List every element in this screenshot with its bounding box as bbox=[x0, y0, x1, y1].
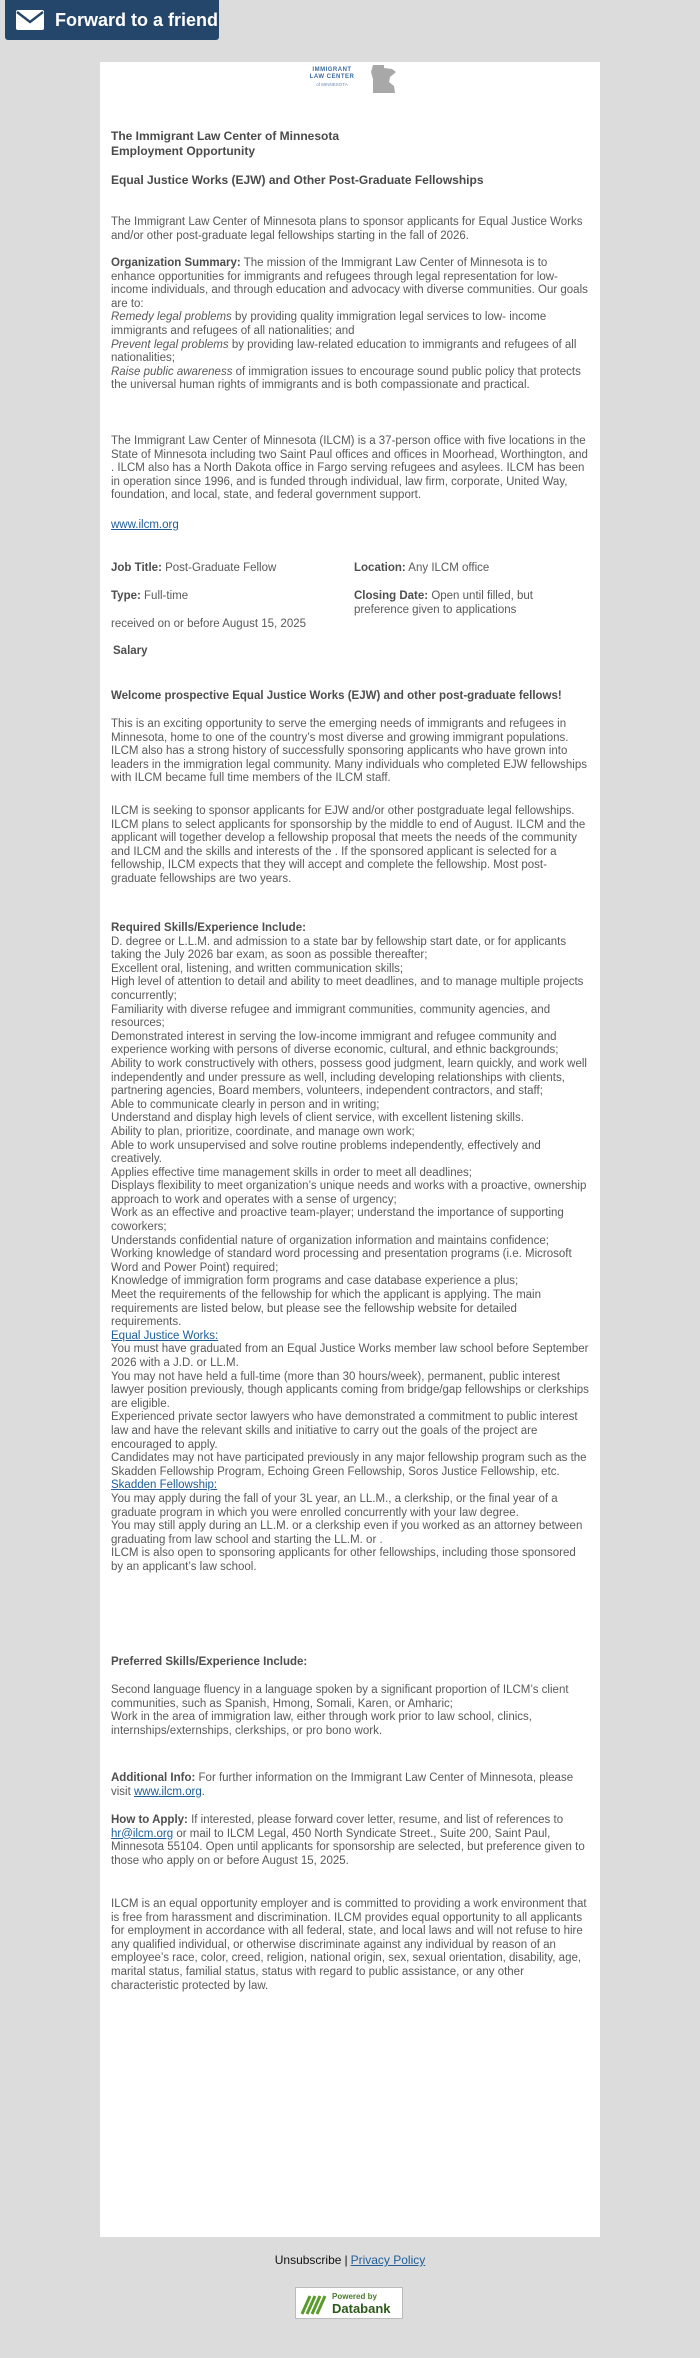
forward-label: Forward to a friend bbox=[55, 9, 219, 30]
closing-continued: received on or before August 15, 2025 bbox=[111, 618, 307, 630]
list-item: ILCM is also open to sponsoring applicants for other fellowships, including those sponsored by an applicant’s law school. bbox=[111, 1547, 576, 1573]
list-item: Work in the area of immigration law, either through work prior to law school, clinics, internships/externships, clerkships, or pro bono work. bbox=[111, 1711, 532, 1737]
list-item: Applies effective time management skills in order to meet all deadlines; bbox=[111, 1166, 472, 1179]
list-item: Understand and display high levels of client service, with excellent listening skills. bbox=[111, 1112, 524, 1125]
salary-label: Salary bbox=[113, 645, 148, 657]
closing-label: Closing Date: bbox=[354, 590, 429, 602]
minnesota-map-icon bbox=[370, 64, 398, 94]
list-item: Candidates may not have participated previously in any major fellowship program such as the Skadden Fellowship Program, Echoing Green Fellowship, Soros Justice Fellowship, etc. bbox=[111, 1452, 587, 1478]
goal-text: of immigration issues to encourage sound public policy that protects the universal human rights of immigrants and is both compassionate and practical. bbox=[111, 365, 581, 392]
required-heading: Required Skills/Experience Include: bbox=[111, 922, 306, 934]
job-title-label: Job Title: bbox=[111, 562, 162, 574]
databank-logo-icon bbox=[300, 2292, 328, 2316]
required-skills bbox=[111, 922, 589, 1575]
list-item: Familiarity with diverse refugee and immigrant communities, community agencies, and resources; bbox=[111, 1003, 551, 1030]
additional-info-text: For further information on the Immigrant Law Center of Minnesota, please visit bbox=[111, 1772, 574, 1798]
email-content-card bbox=[100, 62, 600, 2237]
logo-line-1: IMMIGRANT bbox=[312, 67, 352, 73]
location-value: Any ILCM office bbox=[405, 562, 490, 574]
list-item: Meet the requirements of the fellowship for which the applicant is applying. The main requirements are listed below, but please see the fellowship website for detailed requirements. bbox=[111, 1289, 541, 1329]
page-subtitle: Employment Opportunity bbox=[111, 144, 255, 158]
forward-to-friend-button[interactable] bbox=[5, 0, 219, 40]
preferred-skills bbox=[111, 1684, 589, 1738]
goal-lead: Remedy legal problems bbox=[111, 311, 232, 324]
job-row-1 bbox=[111, 562, 589, 576]
unsubscribe-link[interactable]: Unsubscribe bbox=[274, 2253, 342, 2267]
location-label: Location: bbox=[354, 562, 406, 574]
list-item: Work as an effective and proactive team-player; understand the importance of supporting coworkers; bbox=[111, 1207, 564, 1234]
powered-by-label: Powered by bbox=[332, 2292, 377, 2301]
logo-line-3: of MINNESOTA bbox=[316, 82, 348, 87]
hr-email-link[interactable]: hr@ilcm.org bbox=[111, 1827, 174, 1840]
envelope-icon bbox=[15, 9, 45, 31]
list-item: Ability to work constructively with others, possess good judgment, learn quickly, and work well independently and under pressure as well, including developing relationships with clients, partnering agencies, Board members, volunteers, independent contractors, and staff; bbox=[111, 1057, 587, 1098]
list-item: You may not have held a full-time (more than 30 hours/week), permanent, public interest lawyer position previously, though applicants coming from bridge/gap fellowships or clerkships are eligible. bbox=[111, 1370, 589, 1410]
list-item: Able to work unsupervised and solve routine problems independently, effectively and creatively. bbox=[111, 1139, 541, 1166]
preferred-heading: Preferred Skills/Experience Include: bbox=[111, 1656, 308, 1668]
how-to-apply bbox=[111, 1814, 589, 1868]
eeo-statement: ILCM is an equal opportunity employer and is committed to providing a work environment that is free from harassment and discrimination. ILCM provides equal opportunity to all applicants for employment in accordance with all federal, state, and local laws and will not refuse to hire any qualified individual, or otherwise discriminate against any individual by reason of an employee’s race, color, creed, religion, national origin, sex, sexual orientation, disability, age, marital status, familial status, status with regard to public assistance, or any other characteristic protected by law. bbox=[111, 1898, 587, 1992]
footer-links bbox=[0, 2253, 700, 2267]
job-row-2 bbox=[111, 590, 589, 616]
closing-value: Open until filled, but preference given to applications bbox=[354, 590, 533, 616]
list-item: Working knowledge of standard word processing and presentation programs (i.e. Microsoft Word and Power Point) required; bbox=[111, 1248, 572, 1274]
website-link[interactable]: www.ilcm.org bbox=[111, 519, 179, 531]
how-to-apply-rest: or mail to ILCM Legal, 450 North Syndicate Street., Suite 200, Saint Paul, Minnesota 55104. Open until applicants for sponsorship are selected, but preference given to those who apply on or before August 15, 2025. bbox=[111, 1827, 585, 1867]
goal-lead: Prevent legal problems bbox=[111, 338, 229, 351]
org-name: The Immigrant Law Center of Minnesota bbox=[111, 129, 340, 143]
type-value: Full-time bbox=[140, 590, 189, 602]
footer-separator: | bbox=[344, 2253, 348, 2267]
powered-by-databank-badge[interactable] bbox=[295, 2287, 403, 2319]
org-summary-text: The mission of the Immigrant Law Center of Minnesota is to enhance opportunities for immigrants and refugees through legal representation for low-income individuals, and through education and advocacy with diverse communities. Our goals are to: bbox=[111, 257, 588, 310]
list-item: Experienced private sector lawyers who have demonstrated a commitment to public interest law and have the relevant skills and initiative to carry out the goals of the project are encouraged to apply. bbox=[111, 1411, 578, 1451]
goal-text: by providing quality immigration legal services to low- income immigrants and refugees of all nationalities; and bbox=[111, 311, 547, 337]
databank-label: Databank bbox=[332, 2301, 391, 2316]
how-to-apply-label: How to Apply: bbox=[111, 1814, 188, 1826]
type-label: Type: bbox=[111, 590, 141, 602]
list-item: Demonstrated interest in serving the low-income immigrant and refugee community and experience working with persons of diverse economic, cultural, and ethnic backgrounds; bbox=[111, 1030, 559, 1057]
goal-lead: Raise public awareness bbox=[111, 365, 233, 378]
list-item: Excellent oral, listening, and written communication skills; bbox=[111, 962, 404, 975]
list-item: Understands confidential nature of organization information and maintains confidence; bbox=[111, 1234, 549, 1247]
privacy-policy-link[interactable]: Privacy Policy bbox=[350, 2253, 426, 2267]
additional-info-end: . bbox=[201, 1785, 205, 1798]
list-item: Able to communicate clearly in person and in writing; bbox=[111, 1098, 380, 1111]
list-item: D. degree or L.L.M. and admission to a state bar by fellowship start date, or for applicants taking the July 2026 bar exam, as soon as possible thereafter; bbox=[111, 935, 567, 962]
additional-info-link[interactable]: www.ilcm.org bbox=[134, 1785, 202, 1798]
additional-info bbox=[111, 1772, 589, 1799]
goal-text: by providing law-related education to immigrants and refugees of all nationalities; bbox=[111, 338, 577, 365]
logo-line-2: LAW CENTER bbox=[309, 74, 355, 80]
equal-justice-works-link[interactable]: Equal Justice Works: bbox=[111, 1329, 219, 1342]
org-summary bbox=[111, 257, 589, 393]
welcome-paragraph-2: ILCM is seeking to sponsor applicants for EJW and/or other postgraduate legal fellowships. ILCM plans to select applicants for sponsorship by the middle to end of August. ILCM and the applicant will together develop a fellowship proposal that meets the needs of the community and ILCM and the skills and interests of the . If the sponsored applicant is selected for a fellowship, ILCM expects that they will accept and complete the fellowship. Most post-graduate fellowships are two years. bbox=[111, 805, 586, 885]
list-item: High level of attention to detail and ability to meet deadlines, and to manage multiple projects concurrently; bbox=[111, 976, 584, 1002]
job-title-value: Post-Graduate Fellow bbox=[161, 562, 277, 574]
list-item: You must have graduated from an Equal Justice Works member law school before September 2026 with a J.D. or LL.M. bbox=[111, 1343, 589, 1369]
welcome-paragraph-1: This is an exciting opportunity to serve the emerging needs of immigrants and refugees in Minnesota, home to one of the country’s most diverse and growing immigrant populations. ILCM also has a strong history of successfully sponsoring applicants who have grown into leaders in the immigration legal community. Many individuals who completed EJW fellowships with ILCM became full time members of the ILCM staff. bbox=[111, 718, 587, 785]
intro-text: The Immigrant Law Center of Minnesota plans to sponsor applicants for Equal Justice Works and/or other post-graduate legal fellowships starting in the fall of 2026. bbox=[111, 216, 583, 242]
list-item: Displays flexibility to meet organization’s unique needs and works with a proactive, ownership approach to work and operates with a sense of urgency; bbox=[111, 1180, 587, 1206]
org-summary-label: Organization Summary: bbox=[111, 257, 241, 269]
list-item: Second language fluency in a language spoken by a significant proportion of ILCM’s client communities, such as Spanish, Hmong, Somali, Karen, or Amharic; bbox=[111, 1684, 569, 1710]
list-item: Knowledge of immigration form programs and case database experience a plus; bbox=[111, 1275, 519, 1288]
position-title: Equal Justice Works (EJW) and Other Post-Graduate Fellowships bbox=[111, 173, 484, 187]
additional-info-label: Additional Info: bbox=[111, 1772, 196, 1784]
skadden-fellowship-link[interactable]: Skadden Fellowship: bbox=[111, 1479, 218, 1492]
about-text: The Immigrant Law Center of Minnesota (ILCM) is a 37-person office with five locations in the State of Minnesota including two Saint Paul offices and offices in Moorhead, Worthington, and . ILCM also has a North Dakota office in Fargo serving refugees and asylees. ILCM has been in operation since 1996, and is funded through individual, law firm, corporate, United Way, foundation, and local, state, and federal government support. bbox=[111, 435, 588, 502]
how-to-apply-text: If interested, please forward cover letter, resume, and list of references to bbox=[187, 1814, 564, 1826]
list-item: You may still apply during an LL.M. or a clerkship even if you worked as an attorney between graduating from law school and starting the LL.M. or . bbox=[111, 1520, 583, 1546]
welcome-heading: Welcome prospective Equal Justice Works (EJW) and other post-graduate fellows! bbox=[111, 690, 562, 702]
ilcm-logo bbox=[300, 64, 400, 100]
list-item: You may apply during the fall of your 3L year, an LL.M., a clerkship, or the final year of a graduate program in which you were enrolled concurrently with your law degree. bbox=[111, 1492, 558, 1519]
list-item: Ability to plan, prioritize, coordinate, and manage own work; bbox=[111, 1125, 415, 1138]
